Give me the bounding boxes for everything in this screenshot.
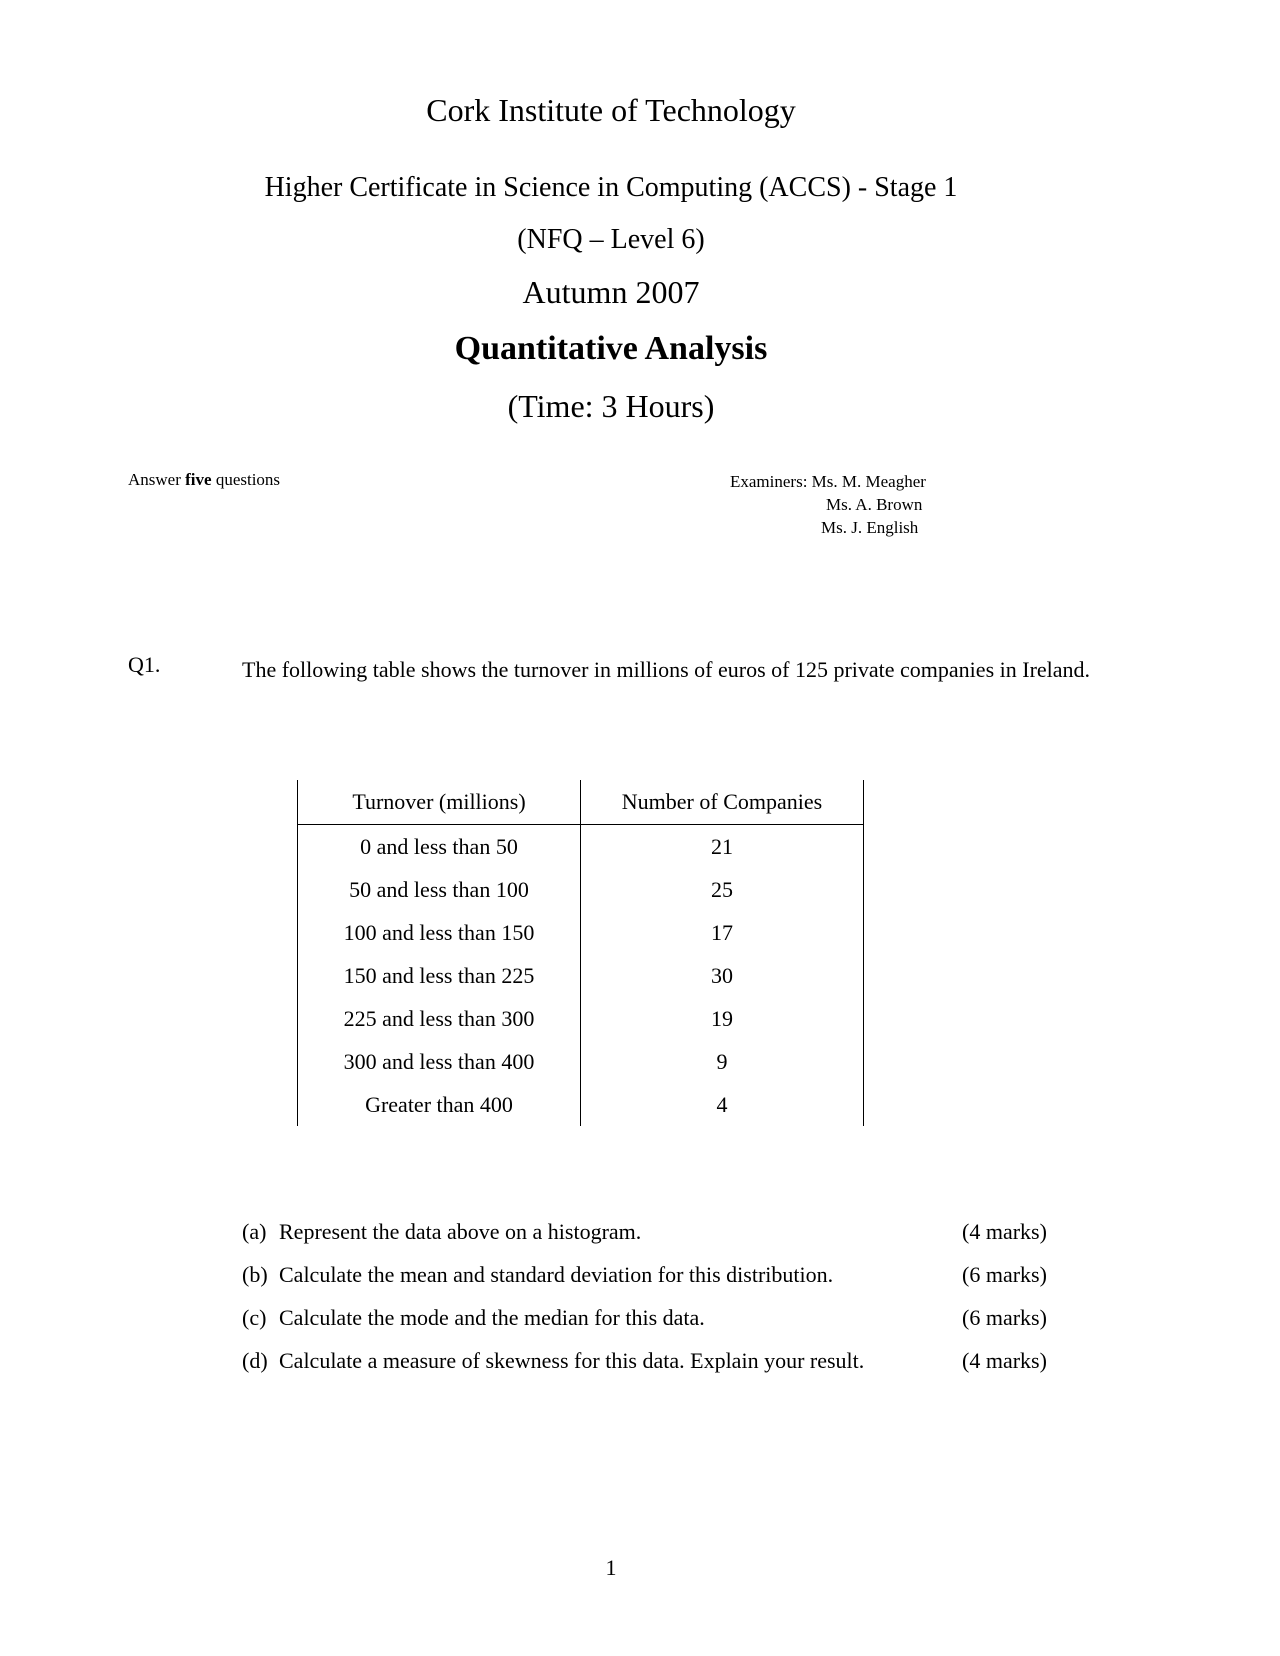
turnover-cell: Greater than 400 — [298, 1083, 581, 1126]
companies-cell: 19 — [581, 997, 864, 1040]
examiner-name: Ms. A. Brown — [826, 495, 923, 514]
table-row — [298, 911, 864, 954]
question-parts — [242, 1210, 1062, 1382]
turnover-cell: 225 and less than 300 — [298, 997, 581, 1040]
turnover-cell: 100 and less than 150 — [298, 911, 581, 954]
column-header-turnover: Turnover (millions) — [298, 780, 581, 825]
turnover-cell: 0 and less than 50 — [298, 825, 581, 869]
table-row — [298, 825, 864, 869]
part-letter: (c) — [242, 1304, 267, 1330]
column-header-companies: Number of Companies — [581, 780, 864, 825]
part-text: Represent the data above on a histogram. — [279, 1218, 642, 1244]
examiner-line — [730, 516, 926, 539]
part-letter: (d) — [242, 1347, 268, 1373]
examiner-name: Ms. J. English — [821, 518, 919, 537]
turnover-table — [297, 780, 864, 1126]
question-part — [242, 1210, 1062, 1253]
examiner-name: Ms. M. Meagher — [811, 472, 926, 491]
table-header-row — [298, 780, 864, 825]
table-row — [298, 997, 864, 1040]
part-marks: (4 marks) — [962, 1347, 1047, 1373]
question-number: Q1. — [128, 652, 161, 677]
examiners-block — [730, 470, 926, 539]
part-marks: (6 marks) — [962, 1304, 1047, 1330]
institution-title: Cork Institute of Technology — [426, 92, 796, 128]
turnover-cell: 50 and less than 100 — [298, 868, 581, 911]
exam-session: Autumn 2007 — [522, 274, 700, 310]
subject-title: Quantitative Analysis — [454, 330, 768, 367]
page-number: 1 — [605, 1555, 617, 1580]
companies-cell: 4 — [581, 1083, 864, 1126]
programme-title: Higher Certificate in Science in Computing (ACCS) - Stage 1 — [264, 172, 958, 203]
companies-cell: 9 — [581, 1040, 864, 1083]
part-marks: (4 marks) — [962, 1218, 1047, 1244]
examiner-line — [730, 470, 926, 493]
question-text: The following table shows the turnover in millions of euros of 125 private companies in Ireland. — [242, 657, 1091, 682]
part-text: Calculate a measure of skewness for this data. Explain your result. — [279, 1347, 865, 1373]
instruction-prefix: Answer — [128, 470, 181, 489]
companies-cell: 25 — [581, 868, 864, 911]
table-row — [298, 1040, 864, 1083]
part-text: Calculate the mode and the median for this data. — [279, 1304, 705, 1330]
part-letter: (a) — [242, 1218, 267, 1244]
question-part — [242, 1296, 1062, 1339]
answer-instruction — [128, 470, 280, 490]
instruction-emphasis: five — [185, 470, 212, 489]
part-marks: (6 marks) — [962, 1261, 1047, 1287]
companies-cell: 17 — [581, 911, 864, 954]
examiner-line — [730, 493, 926, 516]
question-part — [242, 1339, 1062, 1382]
companies-cell: 21 — [581, 825, 864, 869]
part-text: Calculate the mean and standard deviation for this distribution. — [279, 1261, 834, 1287]
table-row — [298, 954, 864, 997]
instruction-suffix: questions — [215, 470, 281, 489]
table-row — [298, 1083, 864, 1126]
exam-duration: (Time: 3 Hours) — [507, 388, 715, 424]
question-part — [242, 1253, 1062, 1296]
nfq-level: (NFQ – Level 6) — [517, 224, 705, 255]
turnover-cell: 300 and less than 400 — [298, 1040, 581, 1083]
examiners-label: Examiners: — [730, 472, 808, 491]
table-row — [298, 868, 864, 911]
turnover-cell: 150 and less than 225 — [298, 954, 581, 997]
companies-cell: 30 — [581, 954, 864, 997]
part-letter: (b) — [242, 1261, 268, 1287]
